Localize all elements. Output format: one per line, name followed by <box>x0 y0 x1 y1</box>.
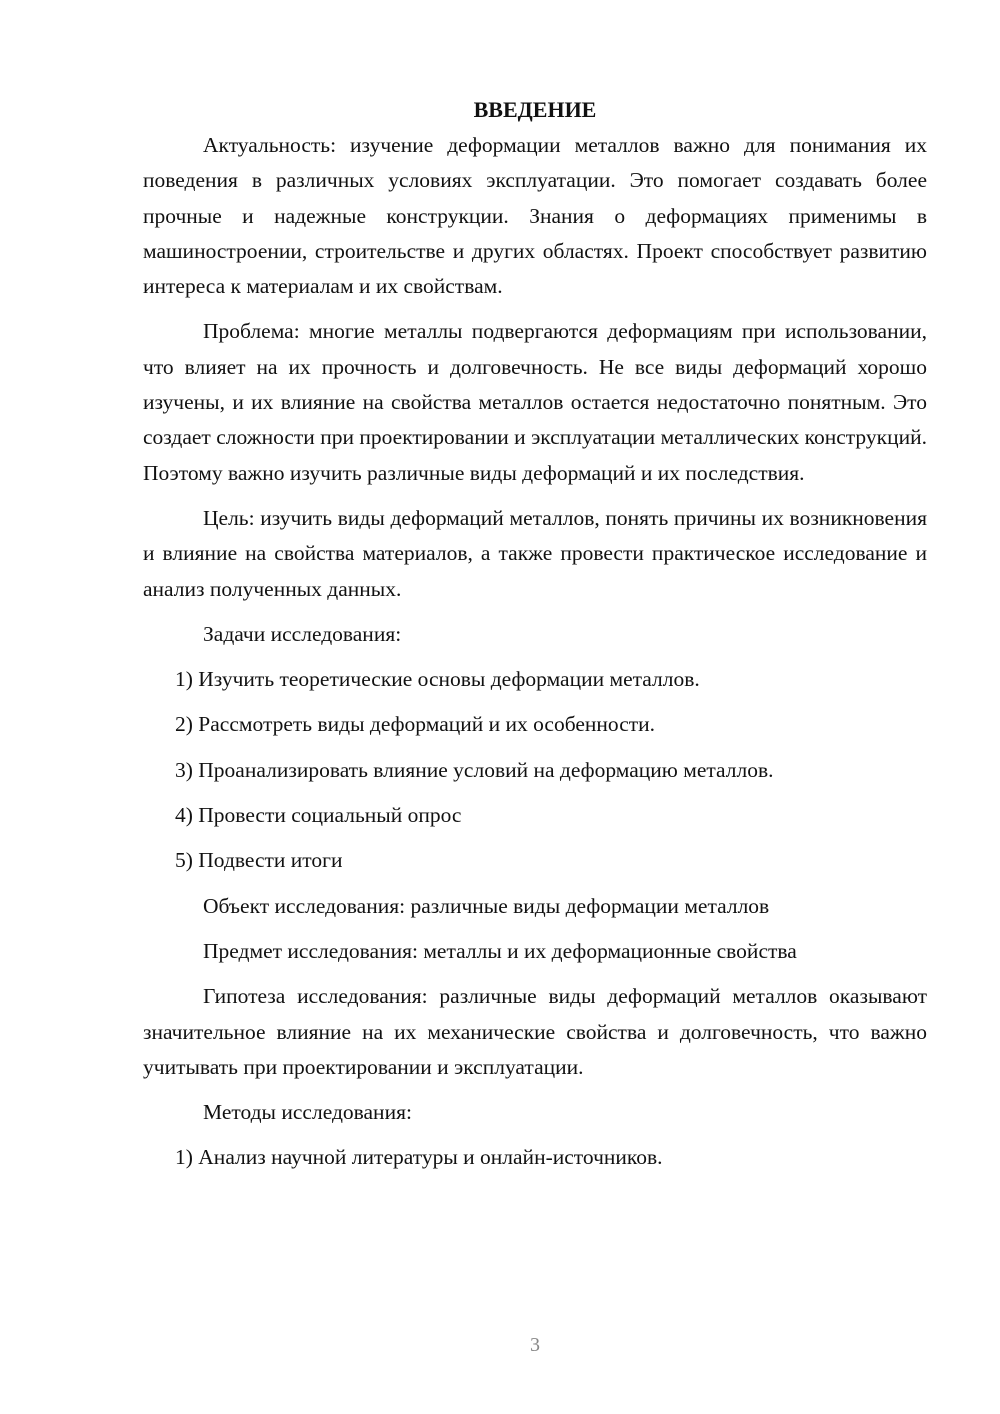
subject-line: Предмет исследования: металлы и их деформационные свойства <box>203 938 797 963</box>
page-number: 3 <box>530 1334 540 1356</box>
object-line: Объект исследования: различные виды деформации металлов <box>203 893 770 918</box>
problem-paragraph: Проблема: многие металлы подвергаются деформациям при использовании, что влияет на их прочность и долговечность. Не все виды деформаций хорошо изучены, и их влияние на свойства металлов остается недостаточно понятным. Это создает сложности при проектировании и эксплуатации металлических конструкций. Поэтому важно изучить различные виды деформаций и их последствия. <box>143 319 927 485</box>
tasks-list <box>143 662 927 878</box>
relevance-paragraph: Актуальность: изучение деформации металлов важно для понимания их поведения в различных условиях эксплуатации. Это помогает создавать более прочные и надежные конструкции. Знания о деформациях применимы в машиностроении, строительстве и других областях. Проект способствует развитию интереса к материалам и их свойствам. <box>143 133 927 299</box>
tasks-title: Задачи исследования: <box>203 621 402 646</box>
section-heading: ВВЕДЕНИЕ <box>473 97 597 122</box>
task-item: 4) Провести социальный опрос <box>175 803 462 828</box>
task-item: 5) Подвести итоги <box>175 848 343 873</box>
page-content <box>143 92 927 1186</box>
task-item: 3) Проанализировать влияние условий на деформацию металлов. <box>175 757 774 782</box>
methods-list <box>143 1140 927 1175</box>
goal-paragraph: Цель: изучить виды деформаций металлов, понять причины их возникновения и влияние на свойства материалов, а также провести практическое исследование и анализ полученных данных. <box>143 505 927 601</box>
task-item: 2) Рассмотреть виды деформаций и их особенности. <box>175 712 656 737</box>
methods-title: Методы исследования: <box>203 1100 412 1125</box>
hypothesis-paragraph: Гипотеза исследования: различные виды деформаций металлов оказывают значительное влияние на их механические свойства и долговечность, что важно учитывать при проектировании и эксплуатации. <box>143 984 927 1079</box>
method-item: 1) Анализ научной литературы и онлайн-источников. <box>175 1145 663 1170</box>
task-item: 1) Изучить теоретические основы деформации металлов. <box>175 667 700 692</box>
